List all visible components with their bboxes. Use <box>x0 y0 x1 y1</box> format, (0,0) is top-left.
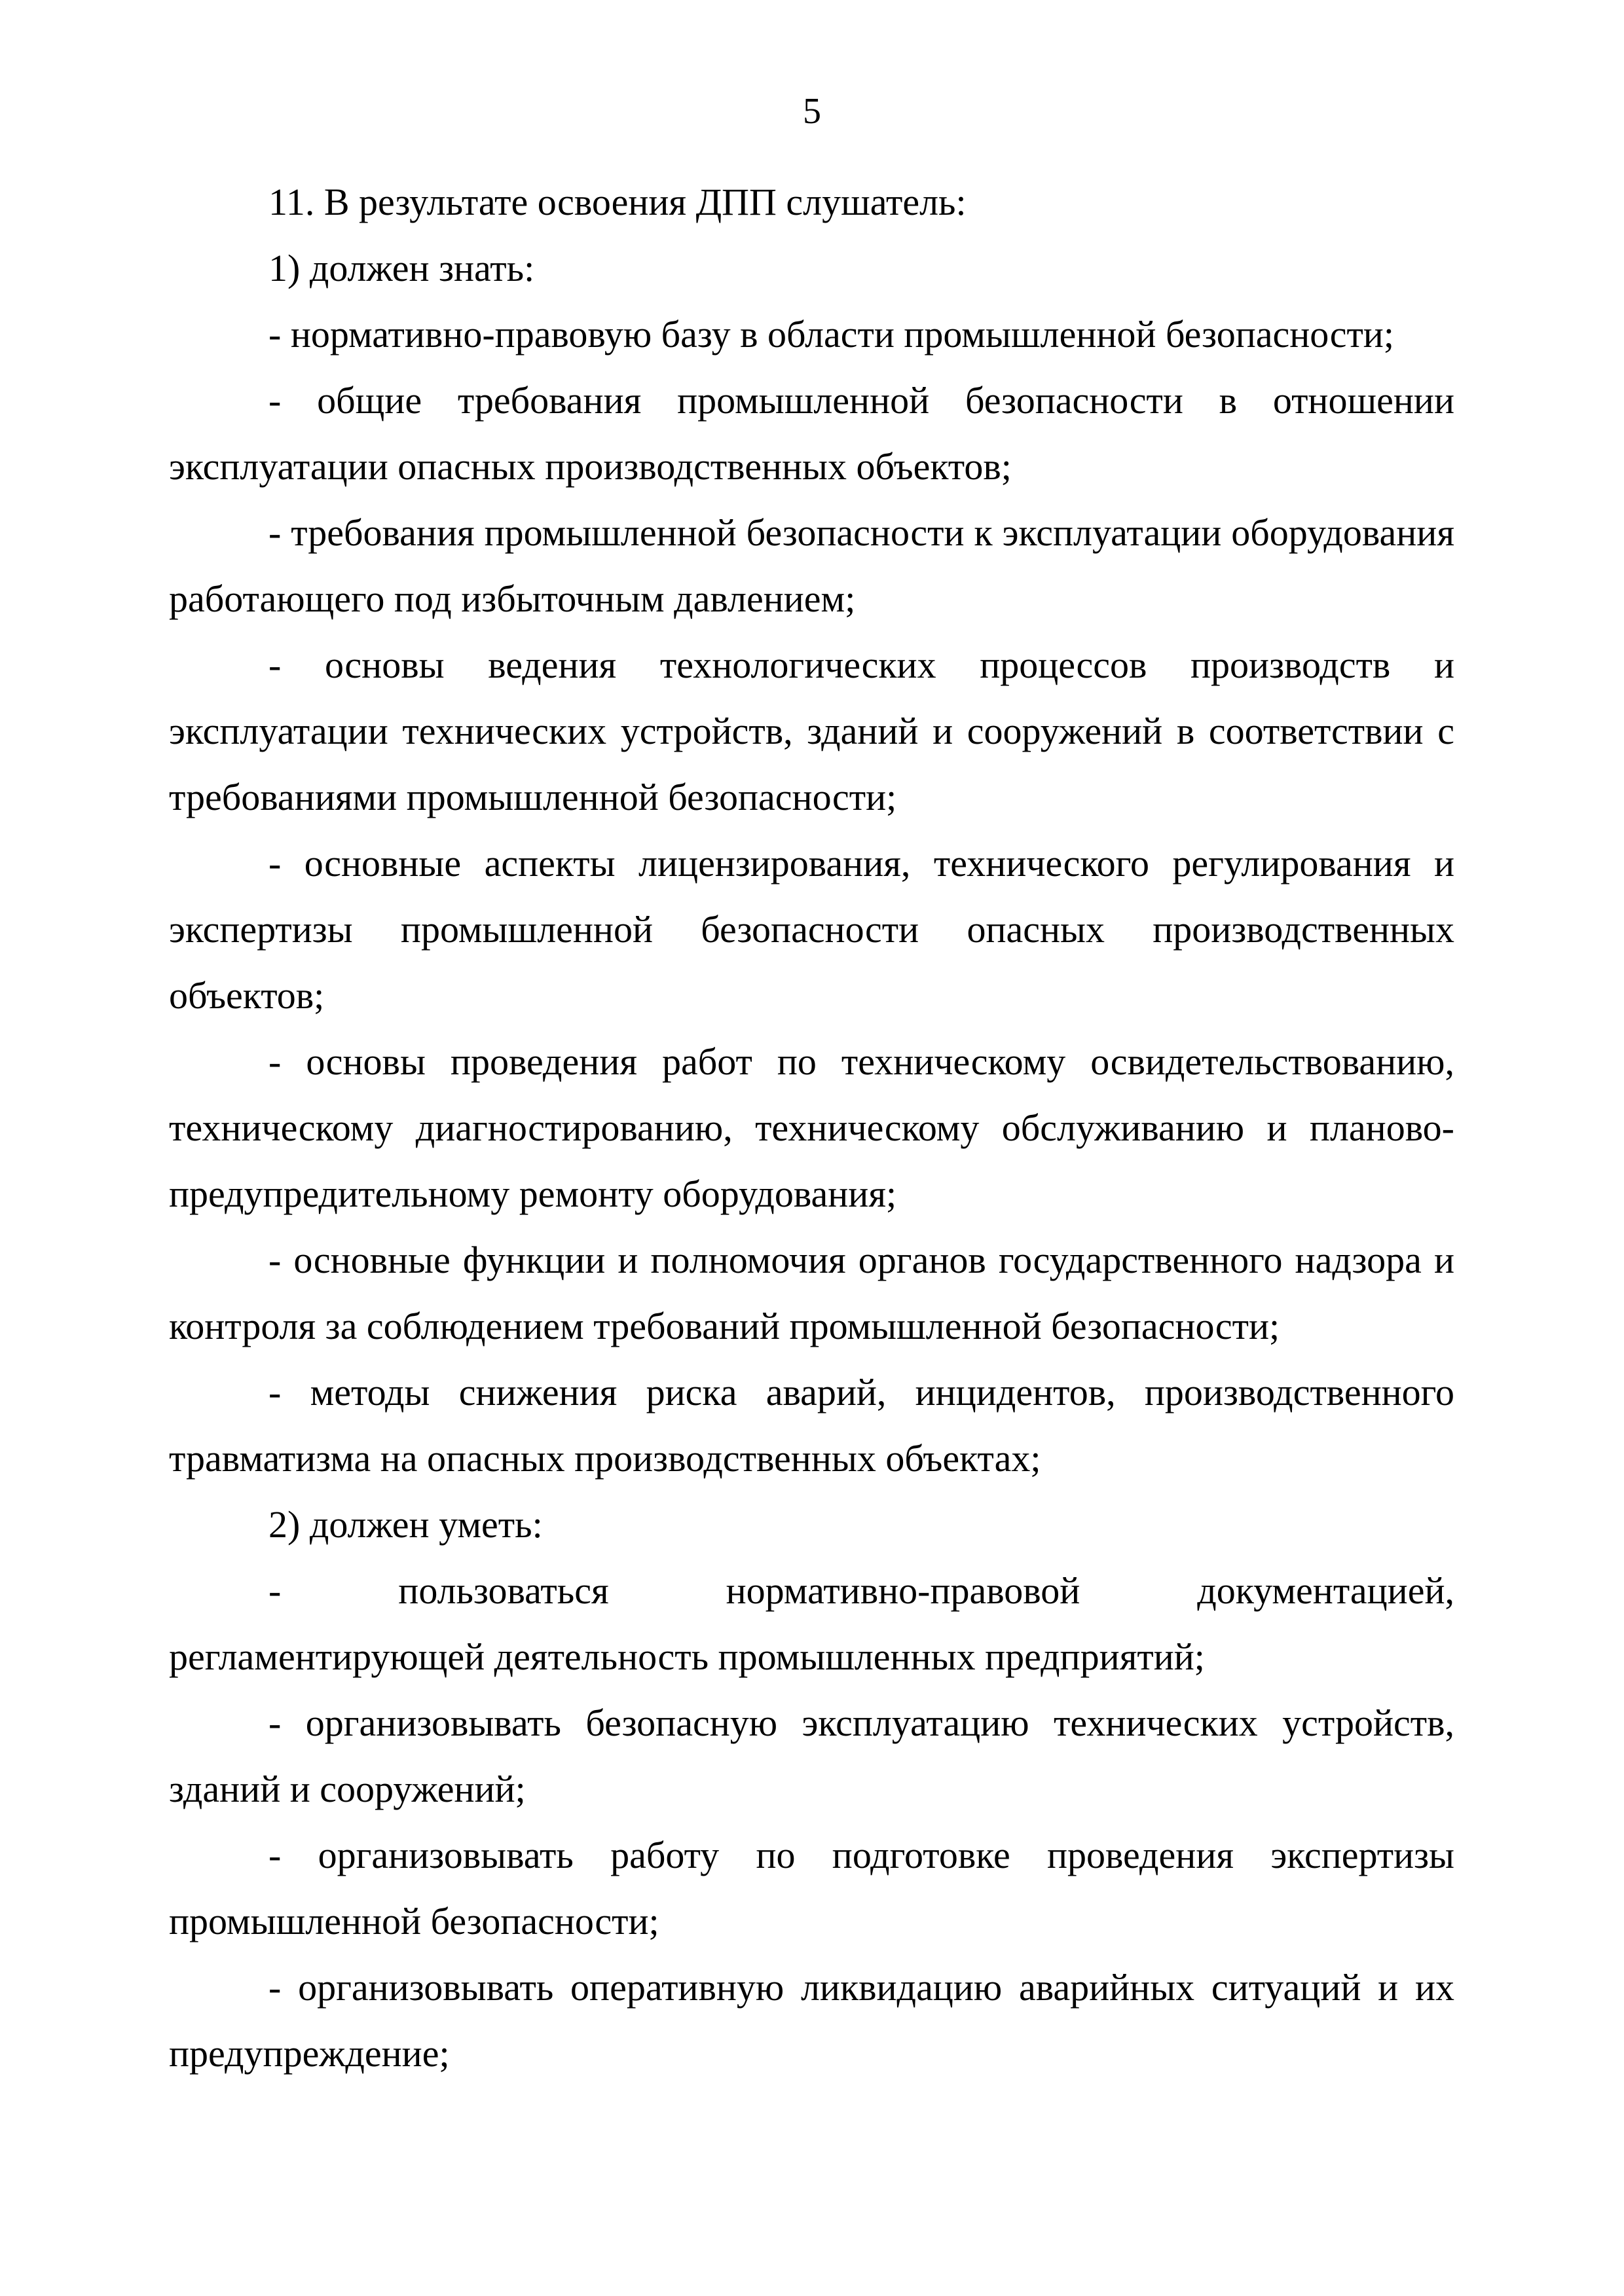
list-item: - методы снижения риска аварий, инцидентов, производственного травматизма на опасных производственных объектах; <box>169 1371 1454 1480</box>
list-item: - нормативно-правовую базу в области промышленной безопасности; <box>268 313 1394 355</box>
document-body <box>169 169 1454 2086</box>
list-item: - организовывать безопасную эксплуатацию технических устройств, зданий и сооружений; <box>169 1702 1454 1810</box>
list-item: - основы проведения работ по техническому освидетельствованию, техническому диагностированию, техническому обслуживанию и планово-предупредительному ремонту оборудования; <box>169 1040 1454 1215</box>
subsection-know: 1) должен знать: <box>268 247 535 289</box>
subsection-able: 2) должен уметь: <box>268 1503 543 1546</box>
list-item: - общие требования промышленной безопасности в отношении эксплуатации опасных производственных объектов; <box>169 379 1454 488</box>
list-item: - требования промышленной безопасности к эксплуатации оборудования работающего под избыточным давлением; <box>169 511 1454 620</box>
list-item: - организовывать работу по подготовке проведения экспертизы промышленной безопасности; <box>169 1834 1454 1942</box>
page-number: 5 <box>803 91 821 132</box>
list-item: - основные аспекты лицензирования, технического регулирования и экспертизы промышленной безопасности опасных производственных объектов; <box>169 842 1454 1017</box>
section-heading: 11. В результате освоения ДПП слушатель: <box>268 181 967 223</box>
list-item: - основы ведения технологических процессов производств и эксплуатации технических устройств, зданий и сооружений в соответствии с требованиями промышленной безопасности; <box>169 644 1454 818</box>
list-item: - организовывать оперативную ликвидацию аварийных ситуаций и их предупреждение; <box>169 1966 1454 2075</box>
list-item: - основные функции и полномочия органов государственного надзора и контроля за соблюдением требований промышленной безопасности; <box>169 1239 1454 1347</box>
list-item: - пользоваться нормативно-правовой документацией, регламентирующей деятельность промышленных предприятий; <box>169 1569 1454 1678</box>
